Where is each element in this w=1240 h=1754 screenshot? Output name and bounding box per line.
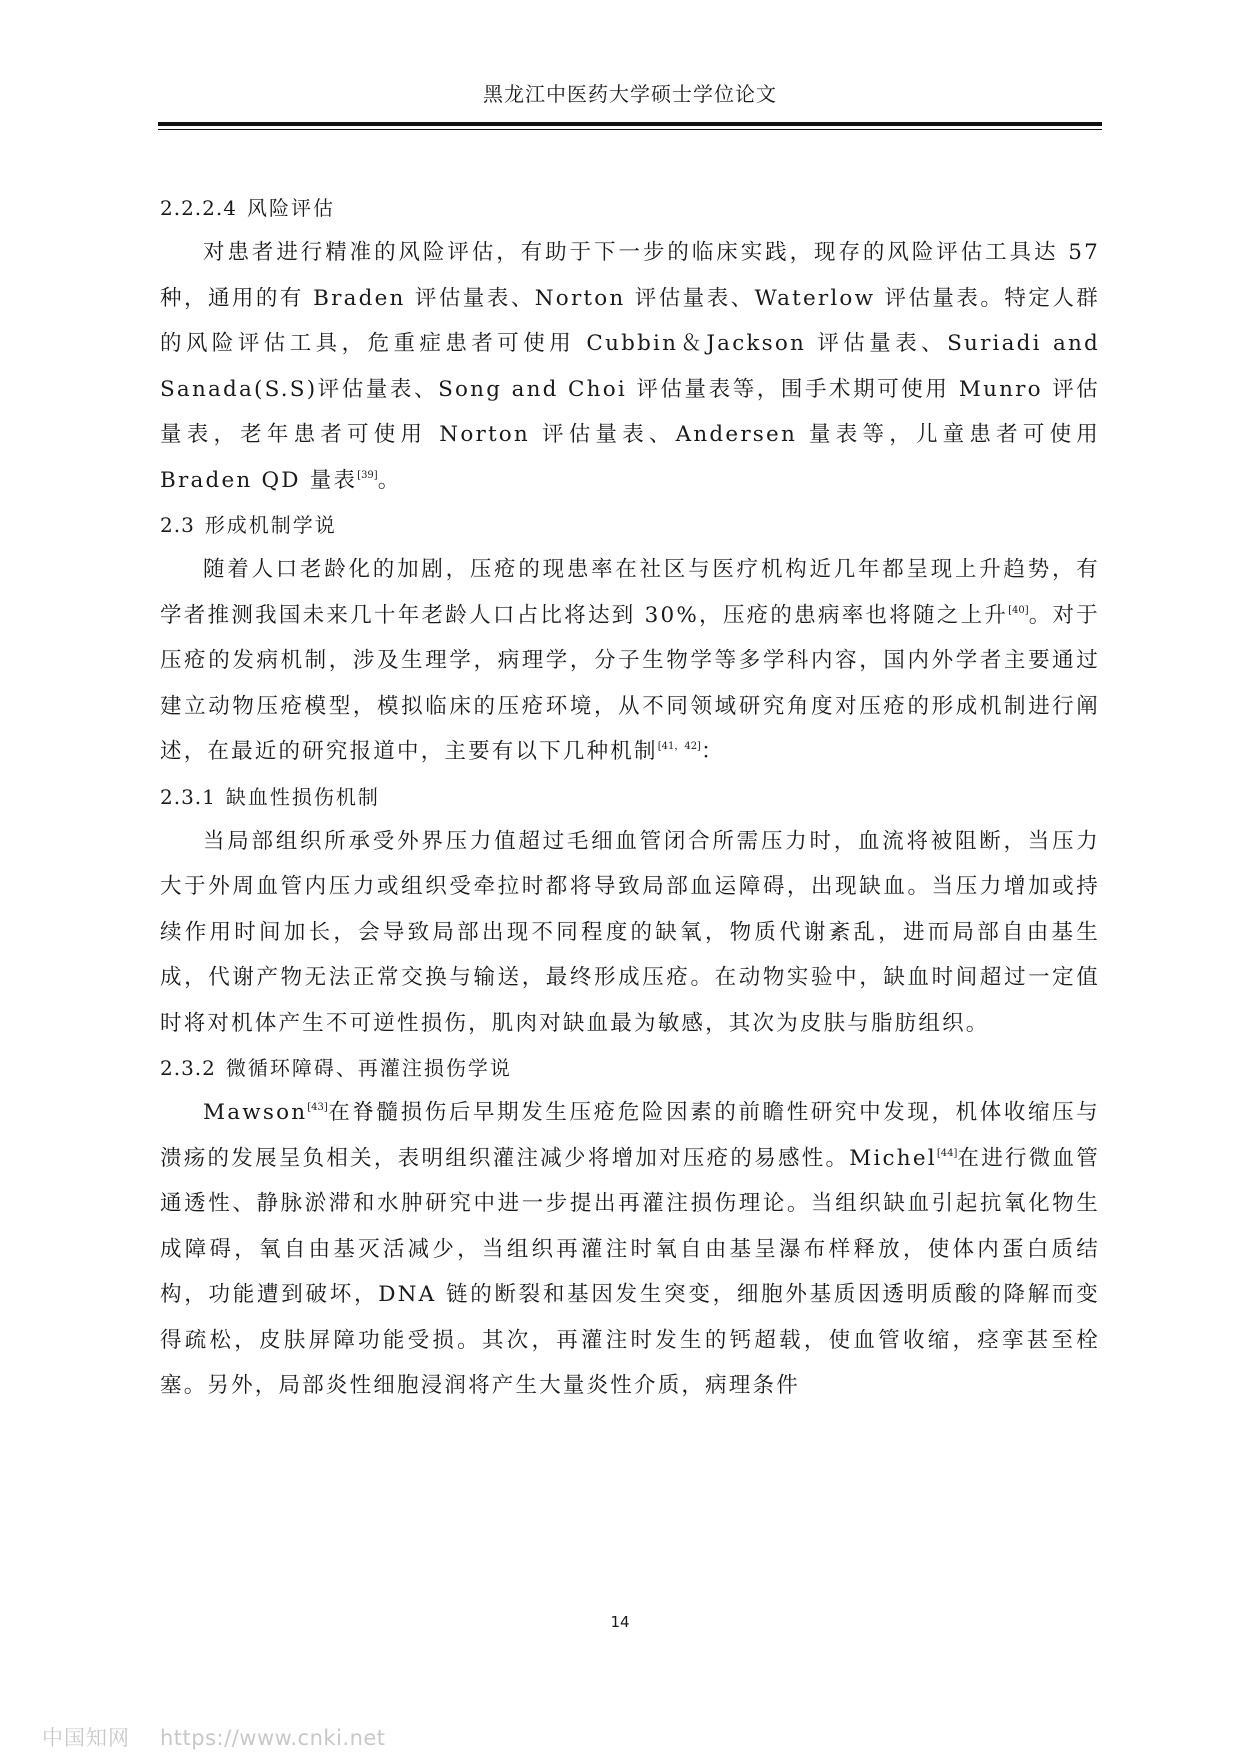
paragraph-formation-mechanism: [160, 547, 1100, 775]
citation-43[interactable]: [43]: [307, 1102, 328, 1113]
text-run: 当局部组织所承受外界压力值超过毛细血管闭合所需压力时，血流将被阻断，当压力大于外周血管内压力或组织受牵拉时都将导致局部血运障碍，出现缺血。当压力增加或持续作用时间加长，会导致局部出现不同程度的缺氧，物质代谢紊乱，进而局部自由基生成，代谢产物无法正常交换与输送，最终形成压疮。在动物实验中，缺血时间超过一定值时将对机体产生不可逆性损伤，肌肉对缺血最为敏感，其次为皮肤与脂肪组织。: [160, 828, 1100, 1036]
page-body: [160, 186, 1100, 1409]
watermark-site: 中国知网: [42, 1726, 130, 1750]
paragraph-ischemic-injury: [160, 819, 1100, 1047]
text-run: Mawson: [203, 1100, 308, 1125]
text-run: 随着人口老龄化的加剧，压疮的现患率在社区与医疗机构近几年都呈现上升趋势，有学者推测我国未来几十年老龄人口占比将达到 30%，压疮的患病率也将随之上升: [160, 557, 1100, 628]
header-rule-thin: [158, 129, 1102, 130]
citation-41-42[interactable]: [41，42]: [657, 741, 701, 752]
section-heading-2-2-2-4: [160, 186, 1100, 230]
section-title: 缺血性损伤机制: [225, 784, 380, 809]
section-heading-2-3-2: [160, 1046, 1100, 1090]
text-run: 。: [377, 467, 402, 493]
paragraph-risk-assessment: [160, 230, 1100, 503]
running-header: 黑龙江中医药大学硕士学位论文: [483, 82, 777, 106]
text-run: 。对于压疮的发病机制，涉及生理学，病理学，分子生物学等多学科内容，国内外学者主要通过建立动物压疮模型，模拟临床的压疮环境，从不同领域研究角度对压疮的形成机制进行阐述，在最近的研究报道中，主要有以下几种机制: [160, 602, 1100, 764]
source-watermark: [42, 1722, 386, 1752]
text-run: 在脊髓损伤后早期发生压疮危险因素的前瞻性研究中发现，机体收缩压与溃疡的发展呈负相关，表明组织灌注减少将增加对压疮的易感性。Michel: [160, 1100, 1100, 1171]
header-rule-thick: [158, 122, 1102, 126]
section-number: 2.3.1: [160, 784, 216, 809]
citation-39[interactable]: [39]: [357, 469, 378, 481]
citation-40[interactable]: [40]: [1008, 604, 1029, 616]
text-run: 对患者进行精准的风险评估，有助于下一步的临床实践，现存的风险评估工具达 57 种，通用的有 Braden 评估量表、Norton 评估量表、Waterlow 评估量表。特定人群的风险评估工具，危重症患者可使用 Cubbin＆Jackson 评估量表、Suriadi and Sanada(S.S)评估量表、Song and Choi 评估量表等，围手术期可使用 Munro 评估量表，老年患者可使用 Norton 评估量表、Andersen 量表等，儿童患者可使用 Braden QD 量表: [160, 240, 1100, 493]
section-title: 形成机制学说: [204, 513, 337, 537]
citation-44[interactable]: [44]: [936, 1147, 958, 1159]
paragraph-microcirculation-reperfusion: [160, 1090, 1100, 1409]
section-number: 2.3: [160, 513, 195, 537]
section-number: 2.2.2.4: [160, 196, 237, 220]
section-heading-2-3: [160, 503, 1100, 547]
section-title: 微循环障碍、再灌注损伤学说: [225, 1056, 512, 1080]
section-heading-2-3-1: [160, 775, 1100, 819]
text-run: ：: [700, 739, 725, 764]
page-number: 14: [610, 1613, 630, 1631]
watermark-url: https://www.cnki.net: [160, 1726, 386, 1750]
section-title: 风险评估: [246, 196, 335, 220]
text-run: 在进行微血管通透性、静脉淤滞和水肿研究中进一步提出再灌注损伤理论。当组织缺血引起抗氧化物生成障碍，氧自由基灭活减少，当组织再灌注时氧自由基呈瀑布样释放，使体内蛋白质结构，功能遭到破坏，DNA 链的断裂和基因发生突变，细胞外基质因透明质酸的降解而变得疏松，皮肤屏障功能受损。其次，再灌注时发生的钙超载，使血管收缩，痉挛甚至栓塞。另外，局部炎性细胞浸润将产生大量炎性介质，病理条件: [160, 1145, 1100, 1398]
section-number: 2.3.2: [160, 1056, 216, 1080]
